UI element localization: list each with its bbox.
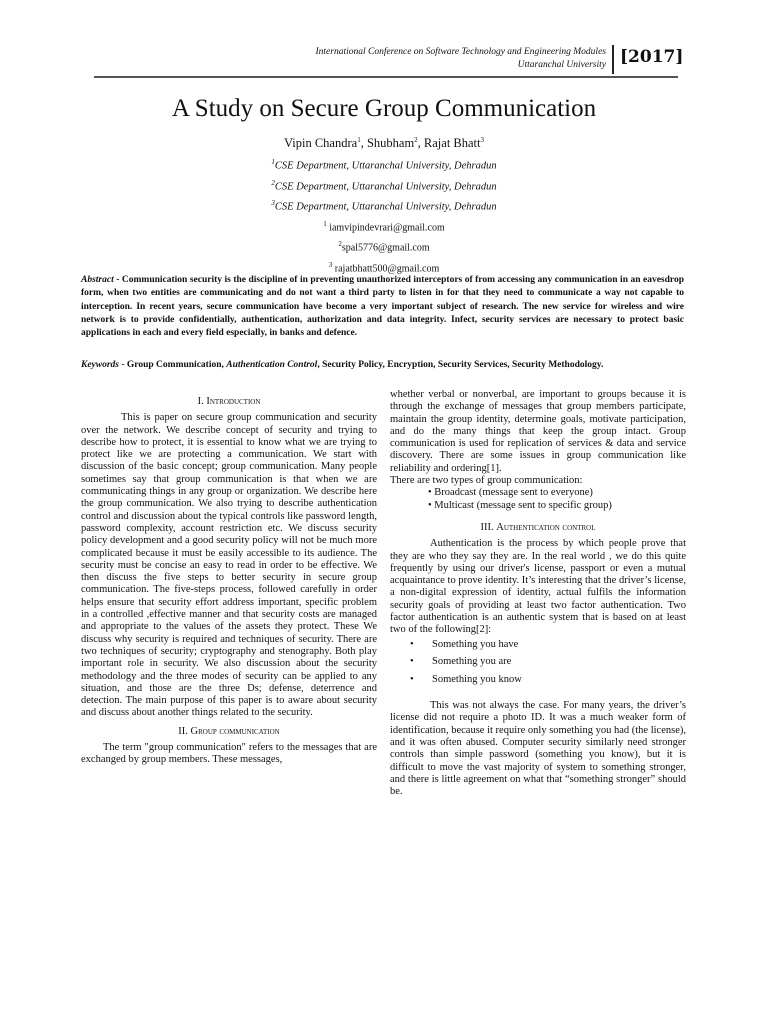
header-rule [94, 76, 678, 78]
author-sup: 3 [480, 136, 485, 144]
affiliation-text: CSE Department, Uttaranchal University, Dehradun [274, 160, 497, 172]
list-item [410, 674, 686, 687]
keywords-dash: - [119, 360, 127, 370]
affiliation-sup: 2 [271, 178, 275, 187]
section-title: Introduction [206, 396, 261, 407]
email-text: rajatbhatt500@gmail.com [334, 263, 440, 275]
email-sup: 3 [328, 261, 333, 270]
group-paragraph: The term "group communication" refers to the messages that are exchanged by group members. These messages, [81, 742, 377, 766]
email [0, 216, 768, 237]
affiliation-sup: 1 [271, 158, 275, 166]
conference-year: [2017] [620, 47, 684, 67]
section-title: Authentication control [496, 521, 596, 533]
affiliation-text: CSE Department, Uttaranchal University, Dehradun [274, 181, 497, 192]
list-item: • Broadcast (message sent to everyone) [428, 487, 593, 499]
author-name: Vipin Chandra [283, 136, 358, 151]
abstract-text: Communication security is the discipline of in preventing unauthorized interceptors of from accessing any communication in an eavesdrop form, when two entities are communicating and do not want a third party to listen in for that they need to communicate a way not capable to interception. In recent years, secure communication have become a very important subject of research. The new service for wireless and wire network is to provide confidentially, authentication, authorization and data integrity. Infect, security services are necessary to protect basic applications in each and every field especially, in banks and defence. [81, 275, 684, 339]
conference-university: Uttaranchal University [517, 60, 606, 70]
bullet-icon: • [410, 656, 414, 668]
email-sup: 1 [323, 219, 327, 228]
affiliation [0, 175, 768, 196]
author-list: Vipin Chandra$^1$, Shubham$^2$, Rajat Bhatt$^3$ [283, 136, 485, 151]
author-sup: 1 [357, 136, 361, 144]
keywords-italic: Authentication Control [226, 360, 318, 370]
affiliation-sup: 3 [271, 199, 275, 207]
bullet-icon: • [410, 673, 414, 685]
section-heading-introduction [81, 396, 377, 408]
author-name: Rajat Bhatt [423, 136, 481, 151]
affiliation-text: CSE Department, Uttaranchal University, Dehradun [274, 201, 497, 213]
keywords-part: Group Communication, [126, 360, 227, 370]
keywords [81, 359, 684, 372]
right-column [390, 389, 686, 799]
group-paragraph-continued: whether verbal or nonverbal, are important to groups because it is through the exchange of messages that group members participate, maintain the group identity, determine goals, motivate participation, and do the many things that keep the group intact. Group communication is used for replication of services & data and service discovery. There are some issues in group communication like reliability and ordering[1]. [390, 389, 686, 474]
list-item [410, 656, 686, 669]
email-text: iamvipindevrari@gmail.com [329, 221, 445, 233]
section-number: I. [197, 396, 207, 407]
group-types-intro: There are two types of group communication: [390, 475, 583, 487]
section-title: Group communication [190, 725, 280, 737]
section-number: III. [480, 521, 497, 533]
abstract-dash: - [113, 275, 122, 285]
bullet-icon: • [410, 638, 414, 650]
author-sup: 2 [414, 136, 418, 144]
section-heading-group-communication [81, 726, 377, 738]
factor-text: Something you have [432, 638, 519, 650]
list-item: • Multicast (message sent to specific group) [428, 499, 612, 511]
authentication-paragraph: Authentication is the process by which people prove that they are who they say they are. In the real world , we do this quite frequently by using our driver's license, passport or even a mutual acquaintance to prove identity. It’s interesting that the driver’s license, a non-digital expression of identity, actual fulfils the information security goals of providing at least two factor authentication. Two factor authentication is an authentic system that is based on at least two of the following[2]: [390, 538, 686, 636]
keywords-label: Keywords [81, 360, 119, 370]
email [0, 236, 768, 257]
factor-text: Something you are [432, 656, 512, 668]
authentication-paragraph-2: This was not always the case. For many years, the driver’s license did not require a photo ID. It was a much weaker form of identification, because it require only something you had (the license), and it was often abused. Computer security similarly need stronger controls than simple password (something you know), but it is difficult to move the vast majority of system to something stronger, and there is little agreement on what that “something stronger” should be. [390, 700, 686, 798]
email-sup: 2 [338, 240, 342, 249]
section-number: II. [178, 725, 191, 737]
group-types-list [390, 487, 686, 512]
header-divider [612, 45, 614, 74]
abstract-label: Abstract [81, 275, 114, 285]
affiliation-block [0, 154, 768, 278]
factor-text: Something you know [432, 673, 522, 685]
introduction-paragraph: This is paper on secure group communication and security over the network. We describe concept of security and trying to describe how to protect, it is essential to know what we are trying to protect like we are protecting a communication. We start with discussion of the basic concept; group communication. Many people sometimes say that group communication is that when we are communicating things in any group or organization. We describe here the group communication. We also trying to describe authentication control and discussion about the typical controls like password length, password complexity, account restriction etc. We discuss security policy development and a good security policy will not be much more complicated because it must be easily accessible to its audience. The security must be concise an easy to read in order to be effective. We then discuss the five steps to better security in secure group communication. The five-steps process, followed carefully in order helps ensure that security effort address important, specific problem in a controlled ,effective manner and that security costs are managed and appropriate to the values of the assets they protect. These We discuss why security is required and techniques of security. There are two techniques of security; cryptography and stenography. Both play important role in security. We also discussion about the security methodology and the three modes of security can be applied to any situation, and those are the three Ds; defense, deterrence and detection. The main purpose of this paper is to aware about security and discuss about another things related to the security. [81, 412, 377, 719]
factor-list [390, 639, 686, 687]
abstract [81, 274, 684, 340]
section-heading-authentication [390, 522, 686, 534]
author-name: Shubham [366, 136, 415, 151]
conference-name: International Conference on Software Technology and Engineering Modules [315, 47, 606, 57]
keywords-part: , Security Policy, Encryption, Security Services, Security Methodology. [317, 360, 604, 370]
affiliation [0, 154, 768, 175]
email-text: spal5776@gmail.com [341, 242, 430, 254]
left-column [81, 394, 377, 767]
conference-info [315, 46, 606, 72]
paper-title: A Study on Secure Group Communication [171, 95, 597, 122]
list-item [410, 639, 686, 652]
affiliation [0, 195, 768, 216]
page-header [0, 0, 768, 80]
